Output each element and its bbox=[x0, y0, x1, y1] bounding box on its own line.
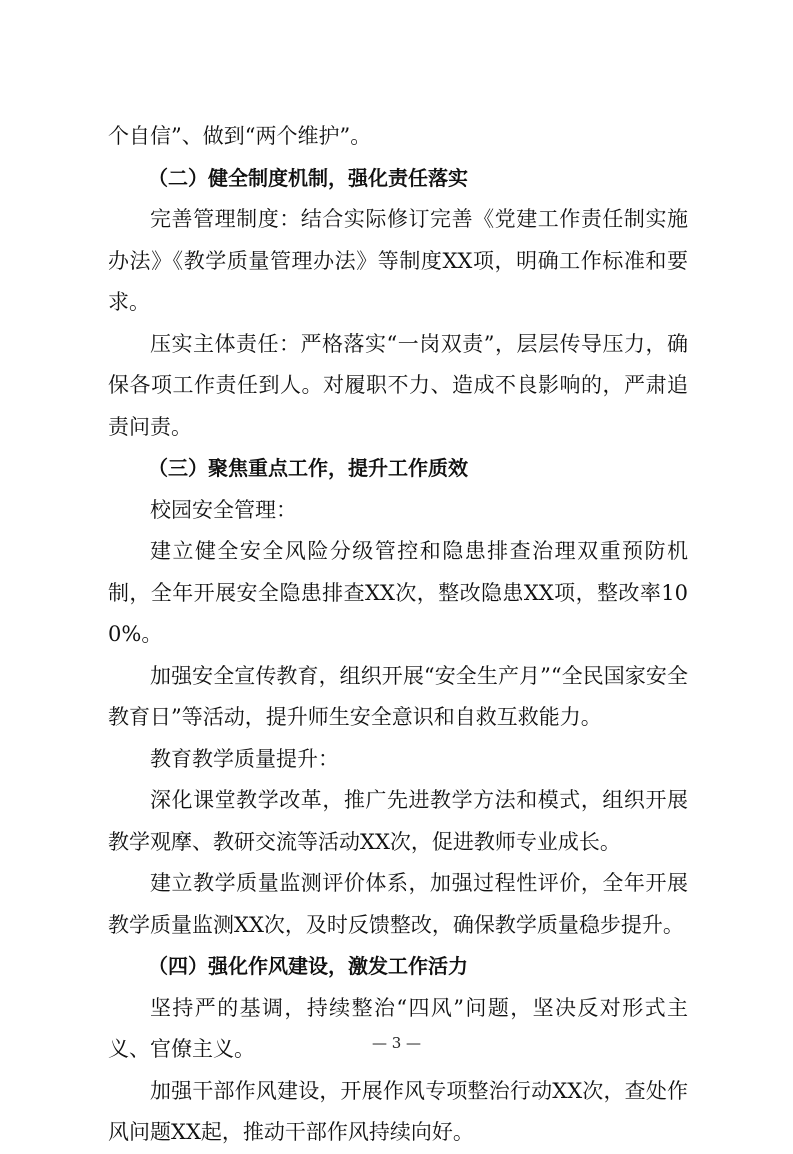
paragraph: 深化课堂教学改革，推广先进教学方法和模式，组织开展教学观摩、教研交流等活动XX次，促进教师专业成长。 bbox=[108, 788, 688, 854]
paragraph: 个自信”、做到“两个维护”。 bbox=[108, 124, 372, 148]
subsection-label: 教育教学质量提升： bbox=[150, 746, 339, 771]
paragraph: 坚持严的基调，持续整治“四风”问题，坚决反对形式主义、官僚主义。 bbox=[108, 995, 688, 1061]
document-body bbox=[108, 116, 688, 1154]
section-heading: （四）强化作风建设，激发工作活力 bbox=[148, 954, 468, 978]
subsection-label: 校园安全管理： bbox=[150, 497, 297, 522]
paragraph: 加强干部作风建设，开展作风专项整治行动XX次，查处作风问题XX起，推动干部作风持续向好。 bbox=[108, 1078, 688, 1144]
paragraph: 建立健全安全风险分级管控和隐患排查治理双重预防机制，全年开展安全隐患排查XX次，整改隐患XX项，整改率100%。 bbox=[108, 539, 688, 646]
paragraph: 建立教学质量监测评价体系，加强过程性评价，全年开展教学质量监测XX次，及时反馈整改，确保教学质量稳步提升。 bbox=[108, 871, 688, 937]
paragraph: 压实主体责任：严格落实“一岗双责”，层层传导压力，确保各项工作责任到人。对履职不力、造成不良影响的，严肃追责问责。 bbox=[108, 331, 688, 439]
paragraph: 完善管理制度：结合实际修订完善《党建工作责任制实施办法》《教学质量管理办法》等制度XX项，明确工作标准和要求。 bbox=[108, 207, 688, 314]
paragraph: 加强安全宣传教育，组织开展“安全生产月”“全民国家安全教育日”等活动，提升师生安全意识和自救互救能力。 bbox=[108, 663, 688, 729]
section-heading: （二）健全制度机制，强化责任落实 bbox=[148, 165, 468, 190]
section-heading: （三）聚焦重点工作，提升工作质效 bbox=[148, 456, 468, 480]
page-number: — 3 — bbox=[371, 1034, 422, 1052]
